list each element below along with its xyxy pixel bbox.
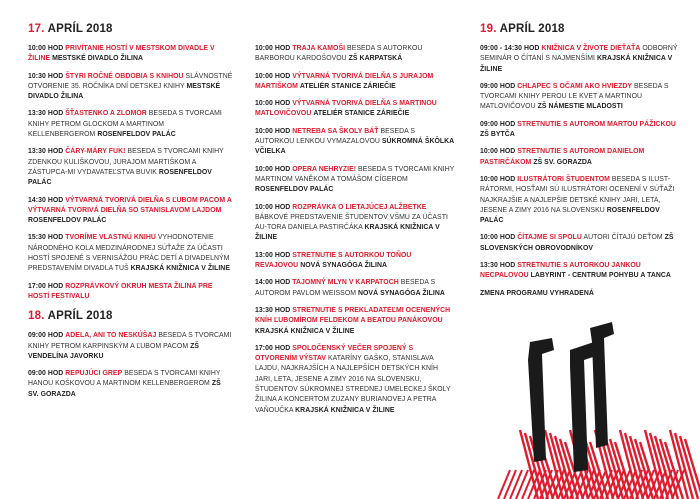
event-place: KRAJSKÁ KNIŽNICA V ŽILINE [480,55,673,73]
event-item [255,203,455,244]
event-time: 17:00 HOD [255,344,291,352]
event-place: KRAJSKÁ KNIŽNICA V ŽILINE [130,265,230,273]
event-title: STRETNUTIE S PREKLADATEĽMI OCENENÝCH KNÍH ĽUBOMÍROM FELDEKOM A BEATOU PANÁKOVOU [255,306,451,325]
event-title: ČÁRY-MÁRY FUK! [65,148,126,156]
event-item [28,196,233,227]
event-title: TVORÍME VLASTNÚ KNIHU [65,234,156,242]
event-place: ROSENFELDOV PALÁC [28,217,107,225]
event-time: 09:00 HOD [28,332,64,340]
event-place: MESTSKÉ DIVADLO ŽILINA [28,82,221,101]
event-time: 13:30 HOD [255,306,291,314]
event-place: ZŠ BYTČA [480,131,515,139]
red-pillars-illustration [490,320,700,499]
event-description: BESEDA S TVORCAMI KNIHY PETROM GLOCKOM A MARTINOM KELLENBERGEROM [28,110,222,139]
event-time: 17:00 HOD [28,282,64,290]
event-title: ČÍTAJME SI SPOLU [517,234,582,242]
event-description: AUTORI ČÍTAJÚ DEŤOM [583,234,663,242]
event-description: KATARÍNY GAŠKO, STANISLAVA LAJDU, NAJKRAJŠÍCH A NAJLEPŠÍCH DETSKÝCH KNÍH JARI, LETA, JESENE A ZIMY 2016 NA SLOVENSKU, ŠTUDENTOV SÚKROMNEJ STREDNEJ UMELECKEJ ŠKOLY ŽILINA A KONCERTOM ZUZANY BURIANOVEJ A PETRA VAŇOUČKA [255,355,451,414]
event-item [480,82,680,113]
column-1 [28,22,233,407]
stripe [504,470,516,499]
stripe [516,470,528,499]
event-description: ODBORNÝ SEMINÁR O ČÍTANÍ S NAJMENŠÍMI [480,45,678,63]
event-title: NETREBA SA ŠKOLY BÁŤ [292,127,379,135]
event-place: ATELIÉR STANICE ZÁRIEČIE [299,82,396,90]
stripe [555,436,573,499]
event-item [480,44,680,75]
event-item [480,120,680,141]
event-place: KRAJSKÁ KNIŽNICA V ŽILINE [255,327,355,335]
event-time: 10:00 HOD [480,234,516,242]
event-title: STRETNUTIE S AUTOROM DANIELOM PASTIRČÁKOM [480,148,645,166]
day-month: APRÍL 2018 [47,310,113,323]
stripe [685,439,700,499]
event-title: TRAJA KAMOŠI [292,45,346,52]
event-title: ŠTYRI ROČNÉ OBDOBIA S KNIHOU [65,72,184,80]
event-time: 09:00 HOD [480,82,516,90]
event-time: 09:00 - 14:30 HOD [480,45,540,52]
event-place: KRAJSKÁ KNIŽNICA V ŽILINE [255,224,440,242]
event-title: ADELA, ANI TO NESKÚŠAJ [65,332,157,340]
event-list [480,44,680,282]
day-heading [480,22,680,36]
event-place: ZŠ SLOVENSKÝCH OBROVODNÍKOV [480,234,674,252]
event-item [28,233,233,274]
event-time: 10:00 HOD [255,100,291,108]
event-description: BESEDA S AUTOROM PAVLOM WEISSOM [255,279,436,297]
column-2 [255,44,455,423]
event-description: BÁBKOVÉ PREDSTAVENIE ŠTUDENTOV VŠMU ZA ÚČASTI AU-TORA DANIELA PASTIRČÁKA [255,213,448,232]
event-title: VÝTVARNÁ TVORIVÁ DIELŇA S MARTINOU MATLOVIČOVOU [255,100,437,118]
day-17 [28,22,233,302]
event-item [255,278,455,299]
event-title: VÝTVARNÁ TVORIVÁ DIELŇA S ĽUBOM PACOM A VÝTVARNÁ TVORIVÁ DIELŇA SO STANISLAVOM LAJDOM [28,196,232,214]
event-item [28,282,233,303]
event-title: PRIVÍTANIE HOSTÍ V MESTSKOM DIVADLE V ŽILINE [28,45,215,63]
event-list [255,44,455,416]
event-item [480,261,680,282]
event-item [255,127,455,158]
day-month: APRÍL 2018 [47,23,113,35]
event-title: ŠŤASTENKO A ZLOMOR [65,110,147,118]
column-3 [480,22,680,306]
event-time: 14:30 HOD [28,196,64,204]
stripe [675,433,693,499]
event-time: 14:00 HOD [255,279,291,287]
event-list [28,44,233,302]
event-time: 10:00 HOD [28,45,64,52]
stripe [498,470,510,499]
event-item [255,99,455,120]
event-item [255,44,455,65]
event-title: VÝTVARNÁ TVORIVÁ DIELŇA S JURAJOM MARTIŠKOM [255,72,434,90]
event-place: NOVÁ SYNAGÓGA ŽILINA [358,289,445,297]
event-title: SPOLOČENSKÝ VEČER SPOJENÝ S OTVORENÍM VÝSTAV [255,344,414,363]
event-place: LABYRINT - CENTRUM POHYBU A TANCA [530,272,671,280]
event-item [28,147,233,188]
event-title: REPUJÚCI GREP [65,370,123,378]
event-item [255,306,455,337]
event-time: 10:30 HOD [28,72,64,80]
event-place: MESTSKÉ DIVADLO ŽILINA [52,55,144,63]
event-time: 10:00 HOD [255,127,291,135]
event-place: NOVÁ SYNAGÓGA ŽILINA [300,262,388,270]
event-time: 10:00 HOD [480,148,516,156]
day-number: 19. [480,23,497,35]
event-title: STRETNUTIE S AUTORKOU TOŇOU REVAJOVOU [255,251,412,270]
program-note: ZMENA PROGRAMU VYHRADENÁ [480,289,594,297]
event-time: 10:00 HOD [255,45,291,52]
event-title: TAJOMNÝ MLYN V KARPATOCH [292,279,399,287]
event-time: 13:00 HOD [255,251,291,259]
event-description: BESEDA S TVORCAMI KNIHY PEROU LE KVET A MARTINOU MATLOVIČOVOU [480,82,669,111]
event-description: BESEDA S TVORCAMI KNIHY MARTINOM VANĚKOM A TOMÁŠOM CÍGEROM [255,165,455,183]
event-item [255,251,455,272]
event-place: KRAJSKÁ KNIŽNICA V ŽILINE [295,406,395,414]
event-list [28,331,233,400]
event-description: VYHODNOTENIE NÁRODNÉHO KOLA MEDZINÁRODNEJ SÚŤAŽE ZA ÚČASTI HOSTÍ SPOJENÉ S VERNISÁŽOU PRÁC DETÍ A DIVADELNÝM PREDSTAVENÍM DIVADLA TUŠ [28,234,230,273]
event-place: ROSENFELDOV PALÁC [97,131,176,139]
event-time: 10:00 HOD [255,165,291,173]
event-title: ROZPRÁVKA O LIETAJÚCEJ ALŽBETKE [292,203,427,211]
event-place: ROSENFELDOV PALÁC [28,168,212,187]
day-heading [28,22,233,36]
event-time: 13:30 HOD [480,262,516,270]
day-number: 17. [28,23,45,35]
day-heading [28,309,233,323]
day-month: APRÍL 2018 [499,23,565,35]
event-time: 09:00 HOD [480,120,516,128]
event-item [28,72,233,103]
event-item [480,175,680,226]
event-item [255,72,455,93]
event-title: OPERA NEHRYZIE! [292,165,357,173]
event-item [28,331,233,362]
event-description: BESEDA S ILUST-RÁTORMI, HOSŤAMI SÚ ILUSTRÁTORI OCENENÍ V SÚŤAŽI NAJKRAJŠIE A NAJLEPŠIE DETSKÉ KNIHY JARI, LETA, JESENE A ZIMY 2016 NA SLOVENSKU [480,175,675,214]
event-description: BESEDA S AUTORKOU BARBOROU KARDOŠOVOU [255,45,423,63]
event-description: BESEDA S TVORCAMI KNIHY ZDENKOU KULIŠKOVOU, JURAJOM MARTIŠKOM A ZÁSTUPCA-MI VYDAVATEĽSTVA BUVIK [28,148,224,176]
event-time: 09:00 HOD [28,370,64,378]
event-place: ZŠ VENDELÍNA JAVORKU [28,342,199,360]
event-place: ATELIÉR STANICE ZÁRIEČIE [313,110,410,118]
event-item [28,369,233,400]
stripe [605,436,623,499]
event-time: 10:00 HOD [255,203,291,211]
event-description: SLÁVNOSTNÉ OTVORENIE 35. ROČNÍKA DNÍ DETSKEJ KNIHY [28,72,233,90]
event-title: KNIŽNICA V ŽIVOTE DIEŤAŤA [541,45,641,52]
event-title: ILUSTRÁTORI ŠTUDENTOM [517,175,610,183]
event-item [28,109,233,140]
stripe [522,470,534,499]
event-item [480,233,680,254]
event-title: STRETNUTIE S AUTORKOU JANKOU NECPALOVOU [480,262,641,280]
event-description: BESEDA S TVORCAMI KNIHY HANOU KOŠKOVOU A MARTINOM KELLENBERGEROM [28,370,221,388]
event-place: ZŠ KARPATSKÁ [348,55,403,63]
day-18 [28,309,233,400]
event-description: BESEDA S TVORCAMI KNIHY PETROM KARPINSKÝM A ĽUBOM PACOM [28,332,232,350]
event-place: ZŠ SV. GORAZDA [533,158,592,166]
event-title: ROZPRÁVKOVÝ OKRUH MESTA ŽILINA PRE HOSTÍ FESTIVALU [28,282,213,300]
stripe [680,436,698,499]
event-place: ROSENFELDOV PALÁC [255,186,334,194]
event-time: 10:00 HOD [480,175,516,183]
event-item [255,165,455,196]
event-item [28,44,233,65]
event-time: 15:30 HOD [28,234,64,242]
event-description: BESEDA S AUTORKOU LENKOU VYMAZALOVOU [255,127,415,146]
event-place: ZŠ NÁMESTIE MLADOSTI [537,103,623,111]
event-place: SÚKROMNÁ ŠKÔLKA VČIELKA [255,138,454,156]
event-time: 13:30 HOD [28,110,64,118]
event-title: STRETNUTIE S AUTOROM MARTOU PÁŽICKOU [517,120,676,128]
event-time: 13:30 HOD [28,148,64,156]
event-title: CHLAPEC S OČAMI AKO HVIEZDY [517,82,633,90]
event-item [480,147,680,168]
event-place: ROSENFELDOV PALÁC [480,206,660,225]
event-item [255,344,455,416]
stripe [510,470,522,499]
event-place: ZŠ SV. GORAZDA [28,380,221,398]
day-number: 18. [28,310,45,323]
event-time: 10:00 HOD [255,72,291,80]
